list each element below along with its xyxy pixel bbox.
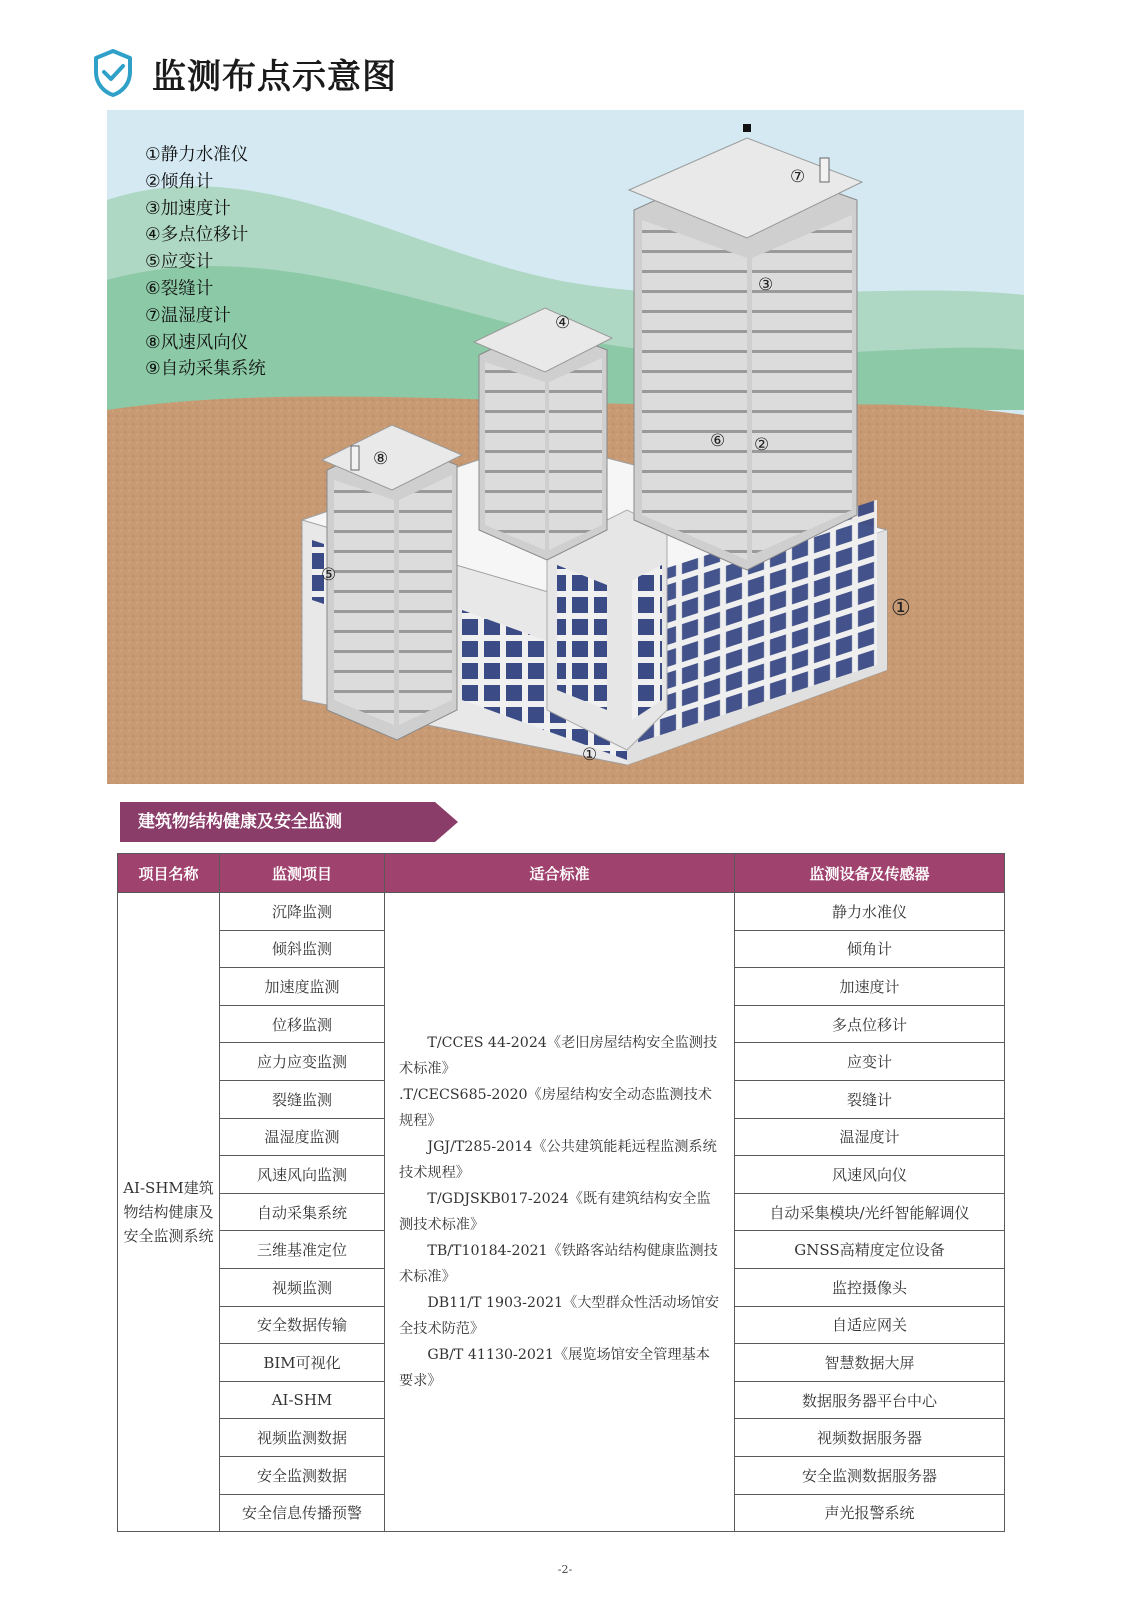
monitoring-item-cell: 裂缝监测: [220, 1080, 385, 1118]
device-cell: 自适应网关: [735, 1306, 1005, 1344]
marker-6: ⑥: [710, 431, 726, 451]
device-cell: 视频数据服务器: [735, 1419, 1005, 1457]
legend-item: ⑦温湿度计: [145, 305, 231, 326]
legend-item: ⑥裂缝计: [145, 278, 214, 299]
monitoring-item-cell: 温湿度监测: [220, 1118, 385, 1156]
page-header: [92, 46, 397, 100]
monitoring-item-cell: 视频监测数据: [220, 1419, 385, 1457]
header-standards: 适合标准: [385, 854, 735, 893]
monitoring-item-cell: 视频监测: [220, 1268, 385, 1306]
legend-item: ⑧风速风向仪: [145, 332, 249, 353]
device-cell: GNSS高精度定位设备: [735, 1231, 1005, 1269]
device-cell: 智慧数据大屏: [735, 1344, 1005, 1382]
monitoring-item-cell: 安全数据传输: [220, 1306, 385, 1344]
device-cell: 多点位移计: [735, 1005, 1005, 1043]
marker-1-bottom: ①: [582, 745, 598, 765]
device-cell: 温湿度计: [735, 1118, 1005, 1156]
standard-line: DB11/T 1903-2021《大型群众性活动场馆安全技术防范》: [399, 1295, 720, 1338]
marker-4: ④: [555, 313, 571, 333]
header-project-name: 项目名称: [118, 854, 220, 893]
device-cell: 监控摄像头: [735, 1268, 1005, 1306]
shield-check-icon: [92, 48, 134, 98]
monitoring-item-cell: BIM可视化: [220, 1344, 385, 1382]
marker-3: ③: [758, 275, 774, 295]
monitoring-item-cell: 自动采集系统: [220, 1193, 385, 1231]
header-devices: 监测设备及传感器: [735, 854, 1005, 893]
legend-item: ②倾角计: [145, 171, 214, 192]
standard-line: TB/T10184-2021《铁路客站结构健康监测技术标准》: [399, 1243, 718, 1286]
device-cell: 声光报警系统: [735, 1494, 1005, 1532]
device-cell: 裂缝计: [735, 1080, 1005, 1118]
section-title: 建筑物结构健康及安全监测: [138, 812, 342, 832]
monitoring-item-cell: AI-SHM: [220, 1381, 385, 1419]
monitoring-item-cell: 沉降监测: [220, 893, 385, 931]
monitoring-item-cell: 加速度监测: [220, 968, 385, 1006]
legend-item: ①静力水准仪: [145, 145, 249, 165]
marker-1-right: ①: [891, 596, 911, 621]
device-cell: 自动采集模块/光纤智能解调仪: [735, 1193, 1005, 1231]
device-cell: 安全监测数据服务器: [735, 1456, 1005, 1494]
device-cell: 倾角计: [735, 930, 1005, 968]
marker-8: ⑧: [373, 449, 389, 469]
marker-2: ②: [754, 435, 770, 455]
monitoring-spec-table: [117, 853, 1005, 1532]
legend-item: ③加速度计: [145, 198, 231, 219]
device-cell: 加速度计: [735, 968, 1005, 1006]
monitoring-item-cell: 安全监测数据: [220, 1456, 385, 1494]
marker-5: ⑤: [321, 565, 337, 585]
standard-line: JGJ/T285-2014《公共建筑能耗远程监测系统技术规程》: [399, 1139, 717, 1182]
header-monitoring-item: 监测项目: [220, 854, 385, 893]
marker-7: ⑦: [790, 167, 806, 187]
standard-line: T/GDJSKB017-2024《既有建筑结构安全监测技术标准》: [399, 1191, 711, 1234]
standard-line: GB/T 41130-2021《展览场馆安全管理基本要求》: [399, 1347, 710, 1390]
section-banner: [120, 802, 458, 842]
monitoring-item-cell: 三维基准定位: [220, 1231, 385, 1269]
device-cell: 风速风向仪: [735, 1156, 1005, 1194]
monitoring-item-cell: 风速风向监测: [220, 1156, 385, 1194]
legend-item: ⑤应变计: [145, 252, 214, 273]
legend-item: ④多点位移计: [145, 225, 249, 246]
table-header-row: [118, 854, 1005, 893]
standard-line: T/CCES 44-2024《老旧房屋结构安全监测技术标准》: [399, 1035, 718, 1078]
monitoring-item-cell: 应力应变监测: [220, 1043, 385, 1081]
monitoring-item-cell: 位移监测: [220, 1005, 385, 1043]
page-number: -2-: [557, 1563, 573, 1576]
device-cell: 数据服务器平台中心: [735, 1381, 1005, 1419]
project-name-cell: AI-SHM建筑物结构健康及安全监测系统: [118, 893, 220, 1532]
standards-cell: [385, 893, 735, 1532]
monitoring-item-cell: 安全信息传播预警: [220, 1494, 385, 1532]
table-row: [118, 893, 1005, 931]
sensor-legend: [145, 142, 266, 383]
standard-line: .T/CECS685-2020《房屋结构安全动态监测技术规程》: [399, 1087, 712, 1130]
monitoring-item-cell: 倾斜监测: [220, 930, 385, 968]
legend-item: ⑨自动采集系统: [145, 359, 266, 380]
device-cell: 应变计: [735, 1043, 1005, 1081]
page-title: 监测布点示意图: [152, 56, 397, 97]
device-cell: 静力水准仪: [735, 893, 1005, 931]
